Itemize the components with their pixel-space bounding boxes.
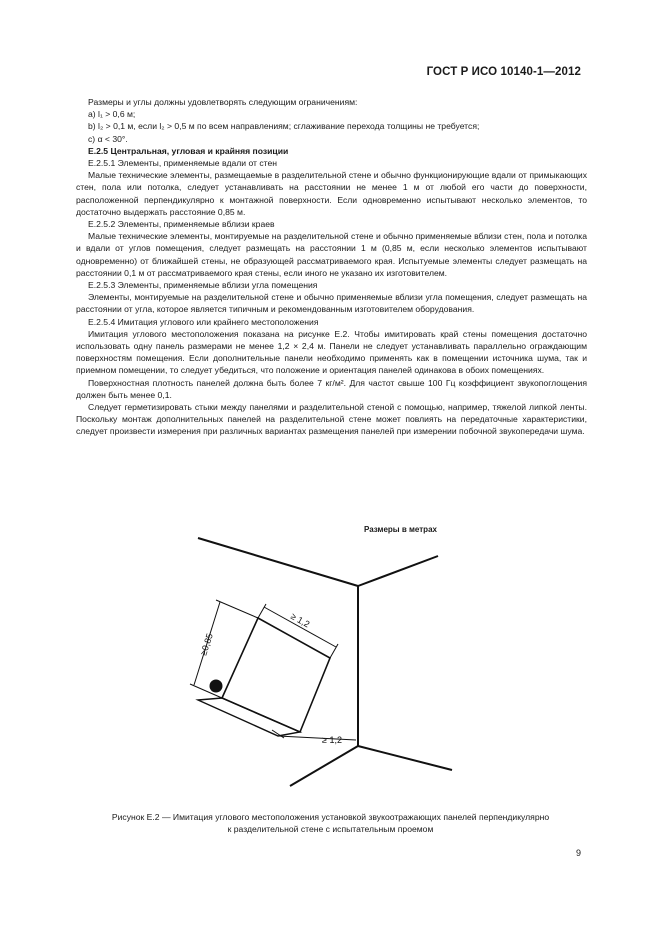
- page-number: 9: [575, 848, 581, 858]
- paragraph-e252: Малые технические элементы, монтируемые на разделительной стене и обычно применяемые вблизи стен, пола и потолка и вдали от углов помещения, следует размещать на расстоянии 1 м (0,85 м, если несколько элементов испытывают одновременно) от ближайшей стены, не образующей рассматриваемого края. Испытуемые элементы следует размещать на расстоянии 0,1 м от рассматриваемого края стены, если иного не указано их изготовителем.: [76, 231, 587, 278]
- wall-bottom-left: [290, 746, 358, 786]
- paragraph-e253: Элементы, монтируемые на разделительной стене и обычно применяемые вблизи угла помещения, следует размещать на расстоянии от угла, которое является типичным и рекомендованным изготовителем оборудования.: [76, 292, 587, 315]
- standard-header: ГОСТ Р ИСО 10140-1—2012: [426, 66, 581, 78]
- list-text-a: l₁ > 0,6 м;: [98, 109, 136, 120]
- list-label-b: b): [88, 121, 96, 132]
- paragraph-e254-c: Следует герметизировать стыки между панелями и разделительной стеной с помощью, например, тяжелой липкой ленты. Поскольку монтаж дополнительных панелей на разделительной стене может повлиять на передаточные характеристики, следует произвести измерения при различных вариантах размещения панелей при измерении побочной звукопередачи шума.: [76, 402, 587, 437]
- list-text-b: l₂ > 0,1 м, если l₂ > 0,5 м по всем направлениям; сглаживание перехода толщины не требуется;: [98, 121, 480, 132]
- caption-line-1: Рисунок Е.2 — Имитация углового местоположения установкой звукоотражающих панелей перпендикулярно: [111, 812, 550, 822]
- subsection-heading-e252: Е.2.5.2 Элементы, применяемые вблизи краев: [88, 219, 275, 230]
- subsection-heading-e251: Е.2.5.1 Элементы, применяемые вдали от стен: [88, 158, 278, 169]
- wall-top-left: [198, 538, 358, 586]
- paragraph-e254-a: Имитация углового местоположения показана на рисунке Е.2. Чтобы имитировать край стены помещения достаточно использовать одну панель размерами не менее 1,2 × 2,4 м. Панели не следует устанавливать параллельно ограждающим поверхностям помещения. Если дополнительные панели необходимо применять как в помещении источника шума, так и приемном помещении, то следует убедиться, что положение и ориентация панелей одинакова в обоих помещениях.: [76, 328, 587, 376]
- figure-caption: [60, 811, 601, 835]
- subsection-heading-e253: Е.2.5.3 Элементы, применяемые вблизи угла помещения: [88, 280, 318, 291]
- list-item-a: [76, 108, 587, 120]
- list-item-c: [76, 133, 587, 145]
- dim-label-12-top: ≥ 1,2: [289, 611, 312, 630]
- paragraph-e251: Малые технические элементы, размещаемые в разделительной стене и обычно функционирующие вдали от примыкающих стен, пола или потолка, следует устанавливать на расстоянии не менее 1 м от любой его части до поверхности, расположенной перпендикулярно к монтажной поверхности. Если одновременно испытывают несколько элементов, то достаточно выдержать расстояние 0,85 м.: [76, 170, 587, 217]
- figure-units-note: Размеры в метрах: [364, 525, 437, 534]
- document-body: [76, 96, 587, 438]
- dim-line-bottom: [278, 736, 356, 740]
- caption-line-2: к разделительной стене с испытательным проемом: [227, 824, 434, 834]
- paragraph-e254-b: Поверхностная плотность панелей должна быть более 7 кг/м². Для частот свыше 100 Гц коэффициент звукопоглощения должен быть менее 0,1.: [76, 377, 587, 400]
- subsection-heading-e254: Е.2.5.4 Имитация углового или крайнего местоположения: [88, 316, 319, 327]
- list-label-a: a): [88, 109, 96, 120]
- paragraph-constraints: Размеры и углы должны удовлетворять следующим ограничениям:: [88, 97, 358, 107]
- dim-label-085: ≥0,85: [198, 632, 215, 657]
- figure-e2-diagram: [150, 518, 480, 808]
- list-label-c: c): [88, 133, 96, 144]
- wall-top-right: [358, 556, 438, 586]
- list-text-c: α < 30°.: [97, 133, 128, 144]
- list-item-b: [76, 120, 587, 132]
- dim-label-12-bottom: ≥ 1,2: [322, 735, 342, 745]
- panel-base: [198, 698, 300, 736]
- wall-bottom-right: [358, 746, 452, 770]
- sound-source-dot: [210, 680, 223, 693]
- section-heading-e25: Е.2.5 Центральная, угловая и крайняя позиции: [88, 145, 289, 156]
